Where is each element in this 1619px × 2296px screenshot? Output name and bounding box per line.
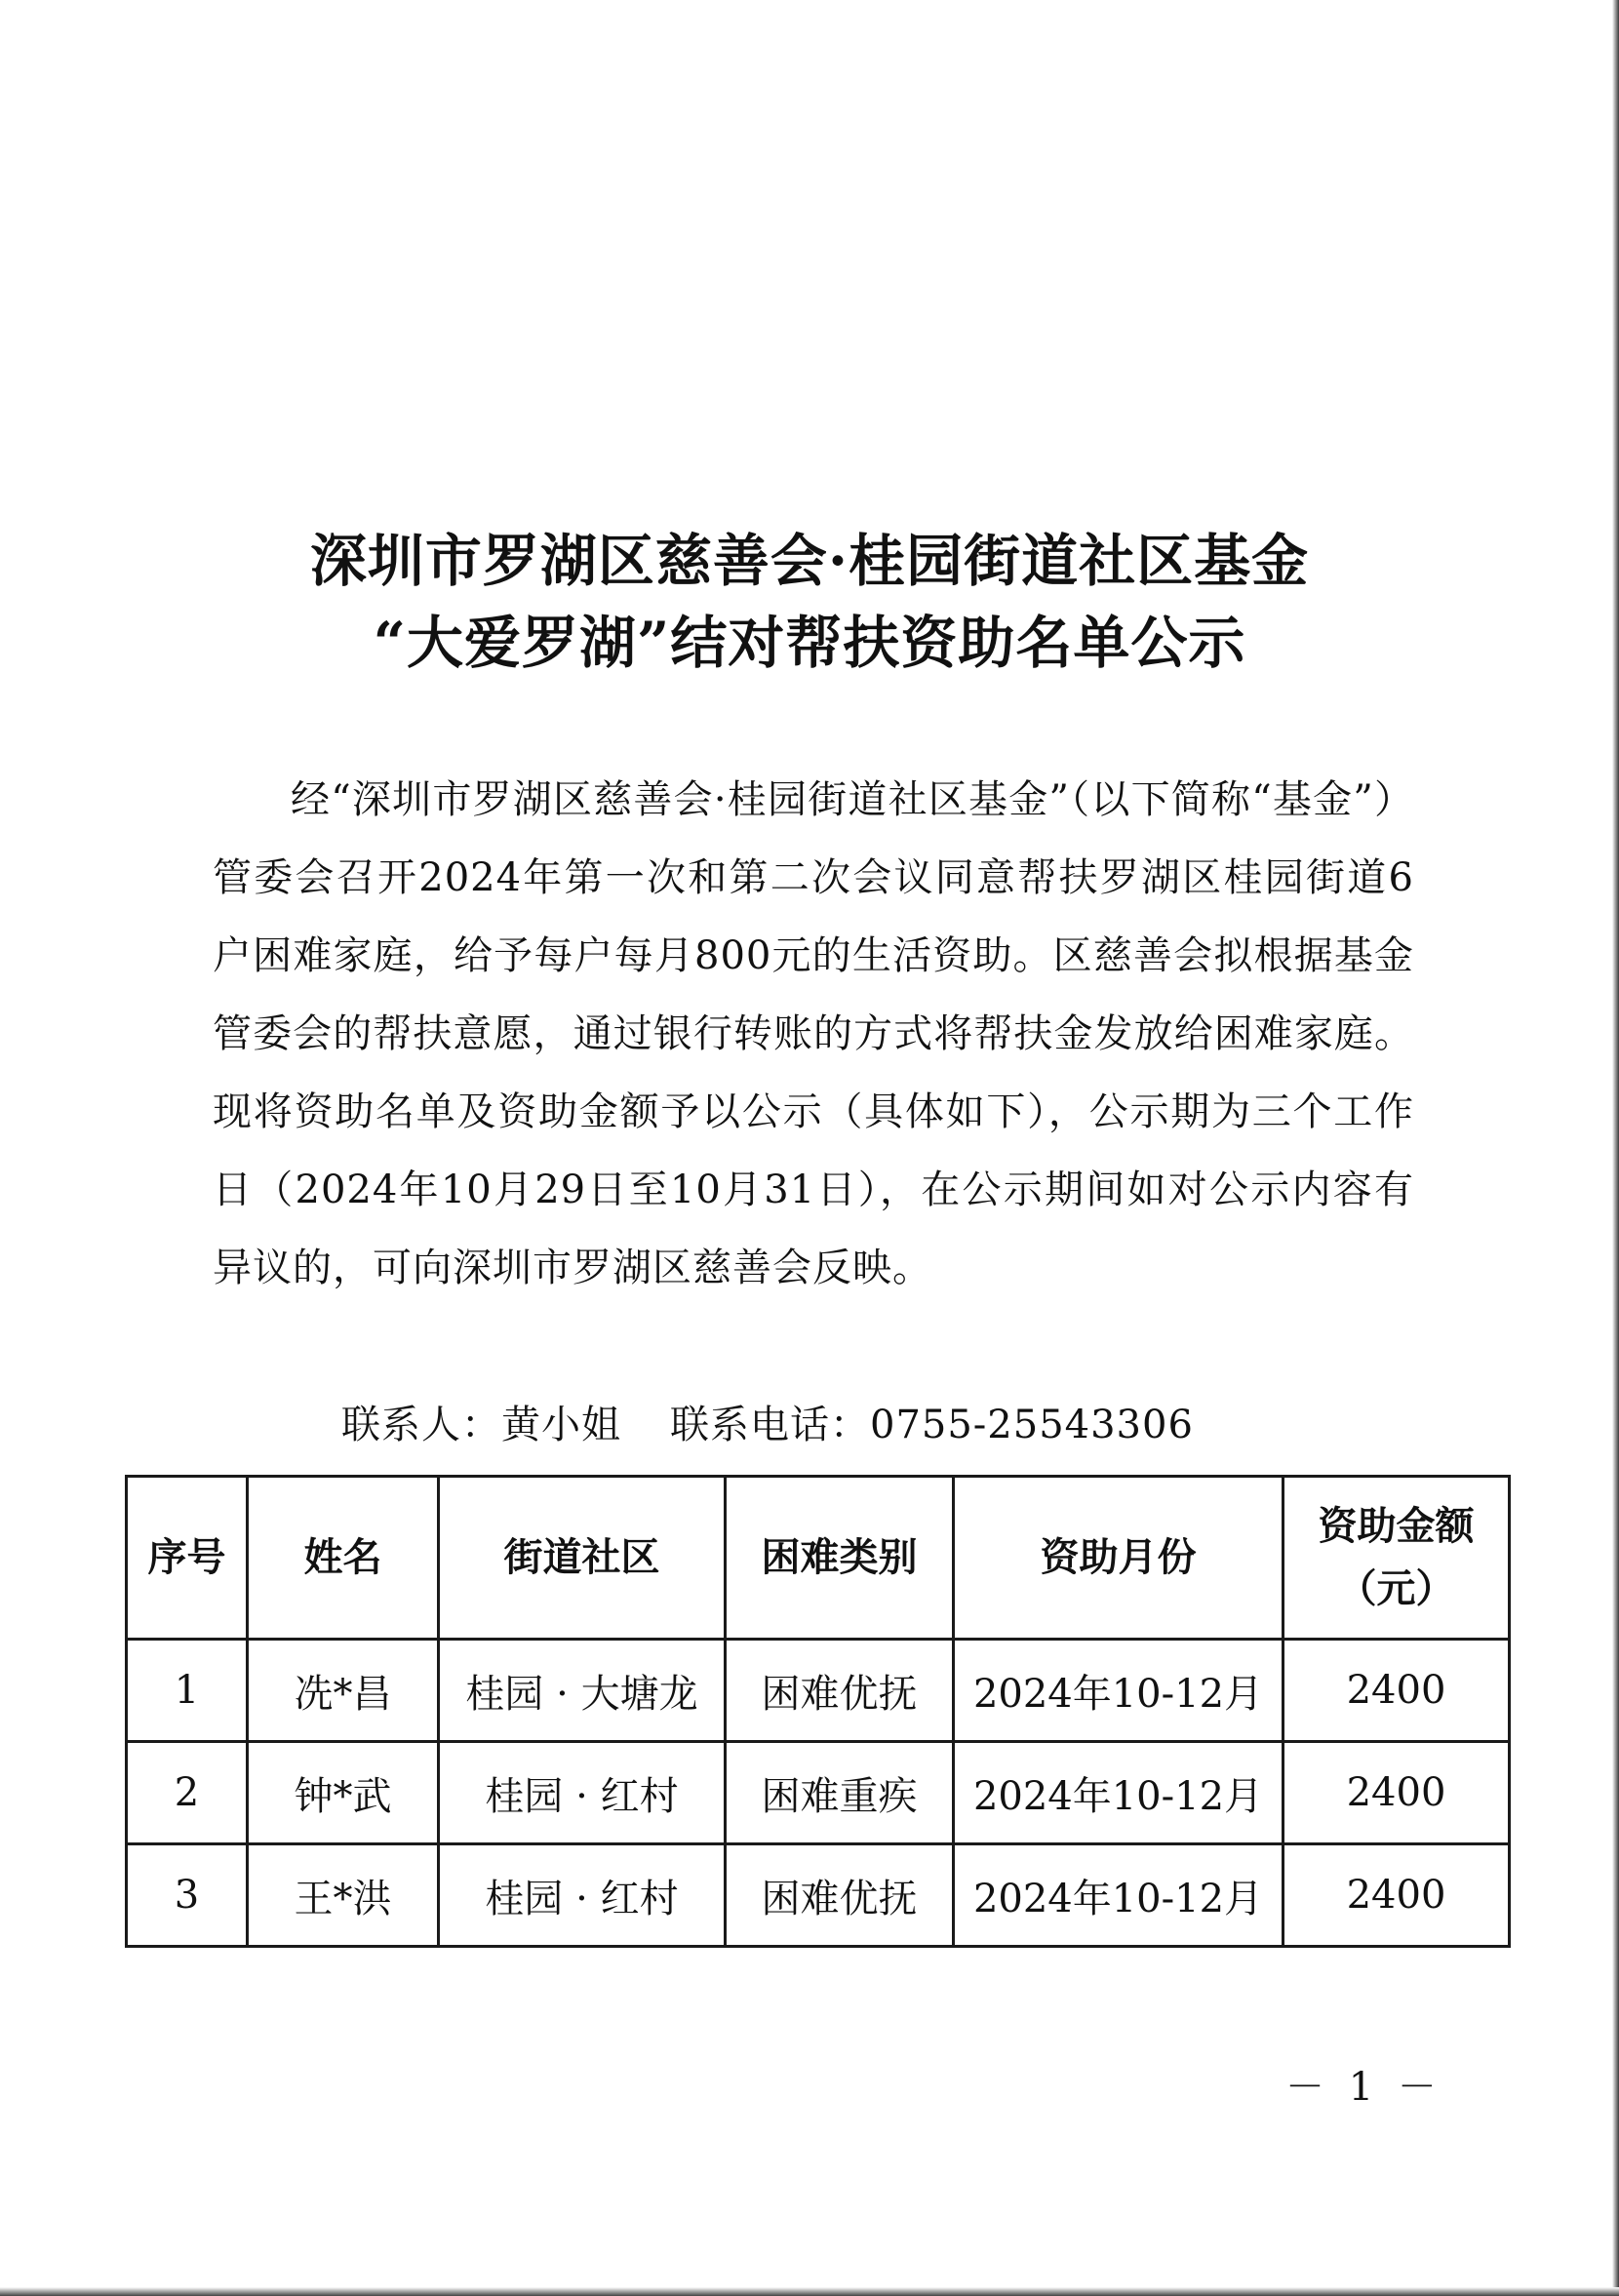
- contact-person: 联系人：黄小姐: [341, 1403, 621, 1447]
- cell-community: 桂园 · 红村: [439, 1742, 726, 1844]
- header-months: 资助月份: [954, 1477, 1283, 1640]
- cell-community: 桂园 · 红村: [439, 1844, 726, 1947]
- cell-index: 3: [127, 1844, 248, 1947]
- header-category: 困难类别: [726, 1477, 954, 1640]
- cell-months: 2024年10-12月: [954, 1844, 1283, 1947]
- funding-table: [125, 1475, 1511, 1948]
- contact-line: [341, 1391, 1194, 1459]
- header-amount-unit: （元）: [1337, 1565, 1455, 1611]
- cell-months: 2024年10-12月: [954, 1640, 1283, 1742]
- cell-name: 王*洪: [248, 1844, 439, 1947]
- table-row: [127, 1844, 1510, 1947]
- document-title-line-2: “大爱罗湖”结对帮扶资助名单公示: [373, 610, 1246, 676]
- table-header-row: [127, 1477, 1510, 1640]
- cell-amount: 2400: [1283, 1640, 1510, 1742]
- header-index: 序号: [127, 1477, 248, 1640]
- cell-name: 冼*昌: [248, 1640, 439, 1742]
- scan-edge-bottom: [0, 2287, 1619, 2296]
- header-amount-label: 资助金额: [1318, 1503, 1475, 1549]
- table-row: [127, 1640, 1510, 1742]
- contact-phone: 联系电话：0755-25543306: [670, 1403, 1194, 1447]
- cell-amount: 2400: [1283, 1844, 1510, 1947]
- cell-category: 困难重疾: [726, 1742, 954, 1844]
- document-title-line-1: 深圳市罗湖区慈善会·桂园街道社区基金: [309, 528, 1310, 594]
- header-name: 姓名: [248, 1477, 439, 1640]
- cell-months: 2024年10-12月: [954, 1742, 1283, 1844]
- table-row: [127, 1742, 1510, 1844]
- cell-name: 钟*武: [248, 1742, 439, 1844]
- cell-category: 困难优抚: [726, 1844, 954, 1947]
- scan-edge-right: [1612, 0, 1619, 2296]
- header-community: 街道社区: [439, 1477, 726, 1640]
- cell-index: 2: [127, 1742, 248, 1844]
- cell-amount: 2400: [1283, 1742, 1510, 1844]
- cell-community: 桂园 · 大塘龙: [439, 1640, 726, 1742]
- notice-body: 经“深圳市罗湖区慈善会·桂园街道社区基金”（以下简称“基金”）管委会召开2024年第一次和第二次会议同意帮扶罗湖区桂园街道6户困难家庭，给予每户每月800元的生活资助。区慈善会拟根据基金管委会的帮扶意愿，通过银行转账的方式将帮扶金发放给困难家庭。现将资助名单及资助金额予以公示（具体如下），公示期为三个工作日（2024年10月29日至10月31日），在公示期间如对公示内容有异议的，可向深圳市罗湖区慈善会反映。: [213, 777, 1414, 1290]
- page-number: － 1 －: [1285, 2065, 1442, 2110]
- header-amount: [1283, 1477, 1510, 1640]
- cell-category: 困难优抚: [726, 1640, 954, 1742]
- cell-index: 1: [127, 1640, 248, 1742]
